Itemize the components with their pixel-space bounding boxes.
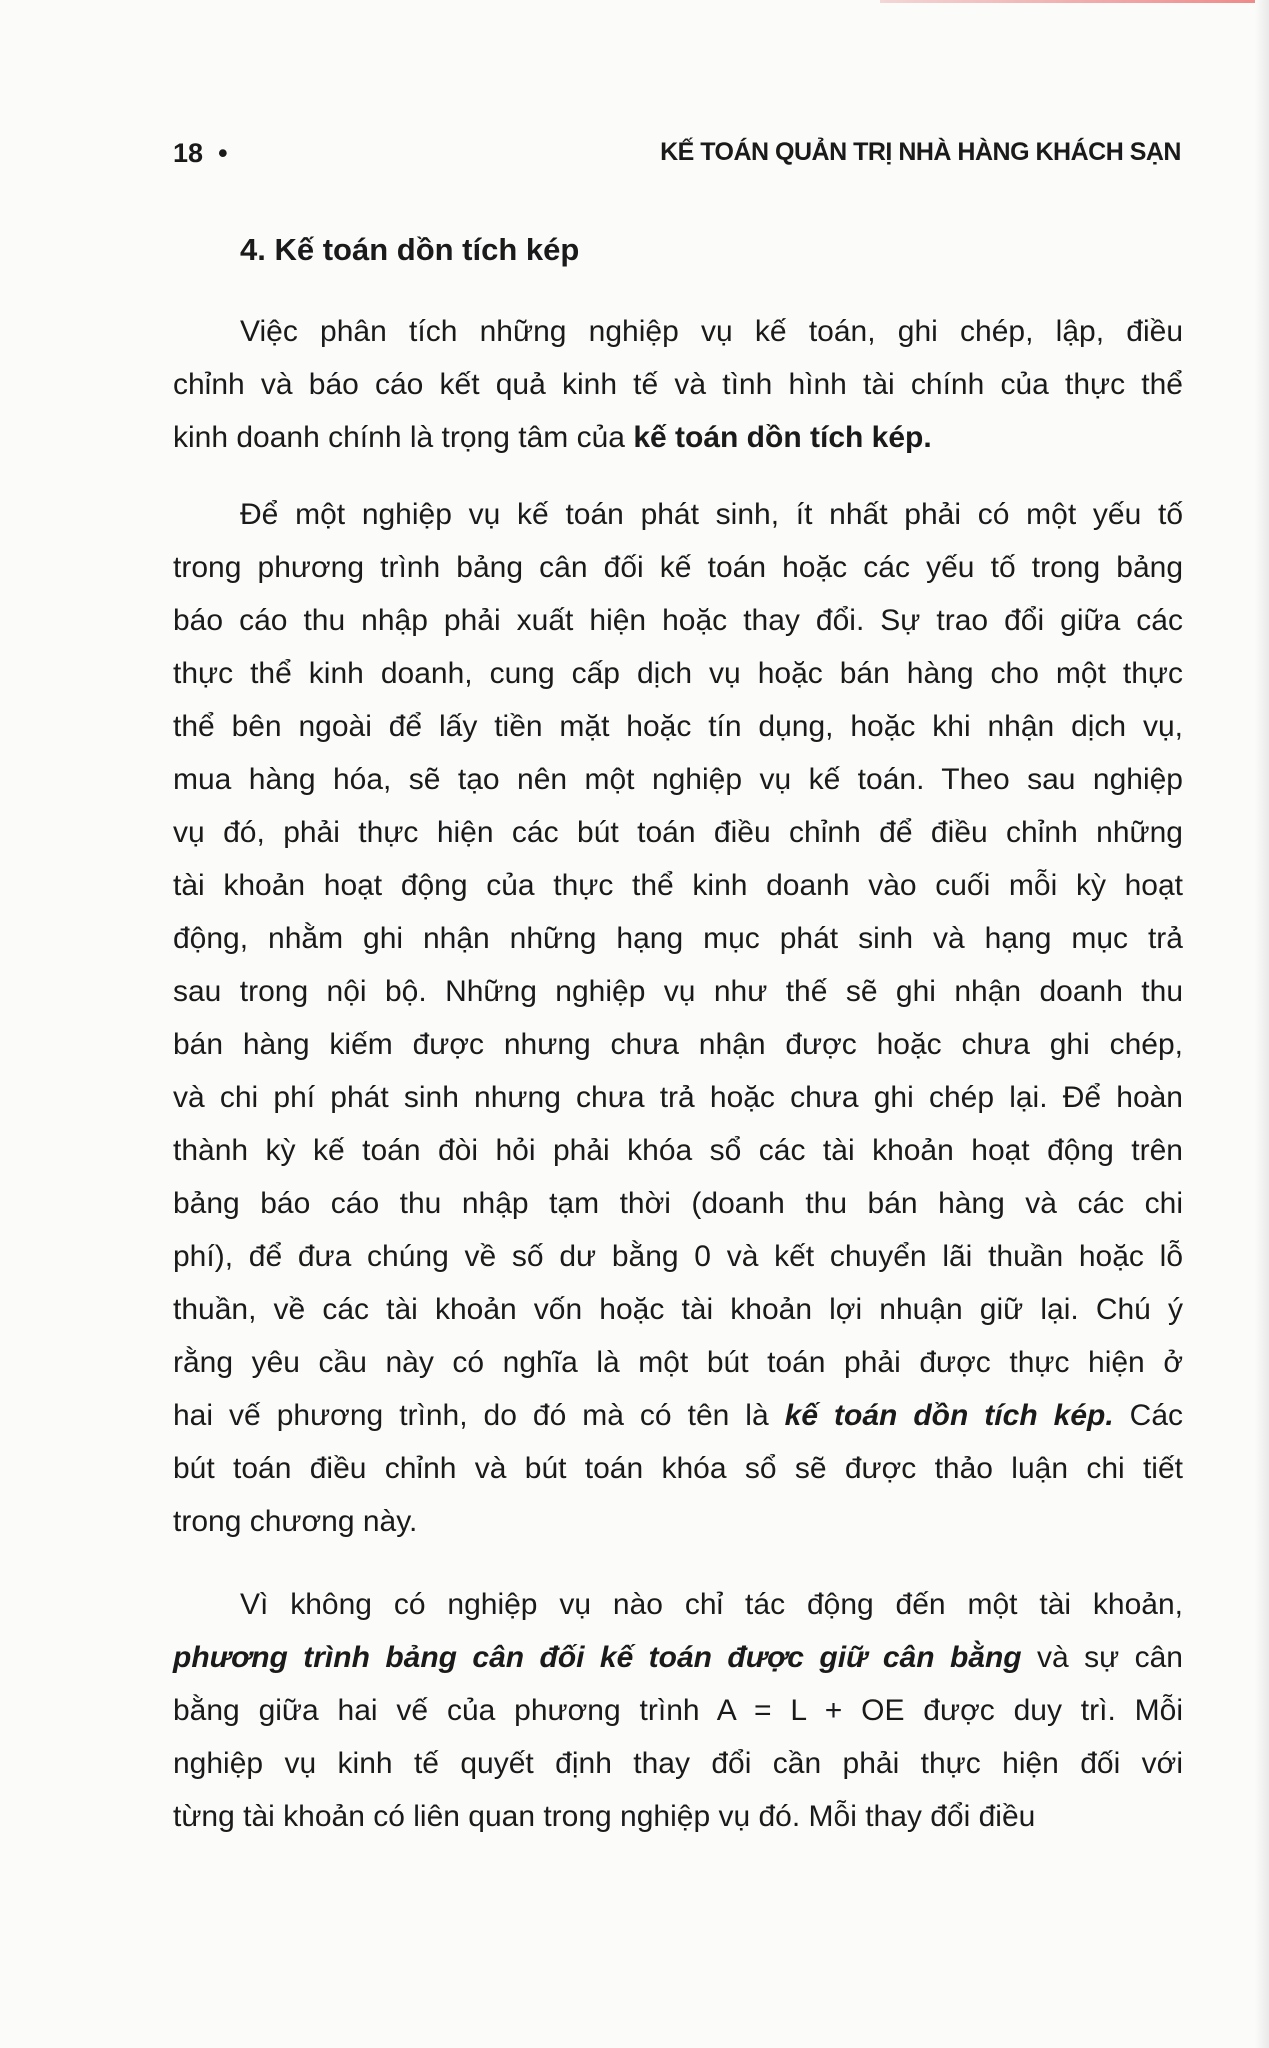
text-run: bằng giữa hai vế của phương trình A = L + OE được duy trì. Mỗi: [173, 1694, 1183, 1727]
text-run: Việc phân tích những nghiệp vụ kế toán, ghi chép, lập, điều: [240, 315, 1183, 348]
text-line: [173, 1283, 1183, 1336]
text-run: nghiệp vụ kinh tế quyết định thay đổi cần phải thực hiện đối với: [173, 1747, 1183, 1780]
text-line: [173, 411, 1183, 464]
text-run: vụ đó, phải thực hiện các bút toán điều chỉnh để điều chỉnh những: [173, 816, 1183, 849]
text-run: Vì không có nghiệp vụ nào chỉ tác động đến một tài khoản,: [240, 1588, 1183, 1621]
bullet: •: [218, 138, 228, 168]
text-run: trong phương trình bảng cân đối kế toán hoặc các yếu tố trong bảng: [173, 551, 1183, 584]
text-line: [173, 1578, 1183, 1631]
page-number: [173, 138, 228, 169]
text-run: trong chương này.: [173, 1505, 418, 1538]
text-line: [173, 1442, 1183, 1495]
text-run: bán hàng kiếm được nhưng chưa nhận được hoặc chưa ghi chép,: [173, 1028, 1183, 1061]
text-run: Các: [1113, 1399, 1184, 1432]
section-heading: 4. Kế toán dồn tích kép: [240, 232, 580, 267]
text-run: bút toán điều chỉnh và bút toán khóa sổ sẽ được thảo luận chi tiết: [173, 1452, 1183, 1485]
text-line: [173, 541, 1183, 594]
text-line: [173, 1230, 1183, 1283]
text-run: rằng yêu cầu này có nghĩa là một bút toán phải được thực hiện ở: [173, 1346, 1183, 1379]
text-line: [173, 594, 1183, 647]
text-line: [173, 1495, 1183, 1548]
page-edge-shadow: [1255, 0, 1269, 2048]
text-line: [173, 700, 1183, 753]
emphasized-text: kế toán dồn tích kép.: [784, 1399, 1114, 1432]
text-line: [173, 806, 1183, 859]
emphasized-text: phương trình bảng cân đối kế toán được giữ cân bằng: [173, 1641, 1022, 1674]
text-line: [173, 965, 1183, 1018]
text-line: [173, 1071, 1183, 1124]
text-line: [173, 488, 1183, 541]
text-run: bảng báo cáo thu nhập tạm thời (doanh thu bán hàng và các chi: [173, 1187, 1183, 1220]
emphasized-text: kế toán dồn tích kép.: [633, 421, 932, 454]
text-run: và sự cân: [1021, 1641, 1183, 1674]
text-run: kinh doanh chính là trọng tâm của: [173, 421, 634, 454]
paragraph-2: [173, 488, 1183, 1548]
paragraph-1: [173, 305, 1183, 464]
text-line: [173, 912, 1183, 965]
text-line: [173, 1631, 1183, 1684]
scan-edge-line: [880, 0, 1269, 3]
text-line: [173, 859, 1183, 912]
text-run: thực thể kinh doanh, cung cấp dịch vụ hoặc bán hàng cho một thực: [173, 657, 1183, 690]
text-run: và chi phí phát sinh nhưng chưa trả hoặc chưa ghi chép lại. Để hoàn: [173, 1081, 1183, 1114]
text-run: thuần, về các tài khoản vốn hoặc tài khoản lợi nhuận giữ lại. Chú ý: [173, 1293, 1183, 1326]
text-line: [173, 1336, 1183, 1389]
text-run: hai vế phương trình, do đó mà có tên là: [173, 1399, 785, 1432]
text-line: [173, 1018, 1183, 1071]
text-line: [173, 1177, 1183, 1230]
text-run: chỉnh và báo cáo kết quả kinh tế và tình hình tài chính của thực thể: [173, 368, 1183, 401]
text-run: báo cáo thu nhập phải xuất hiện hoặc thay đổi. Sự trao đổi giữa các: [173, 604, 1183, 637]
text-line: [173, 753, 1183, 806]
paragraph-3: [173, 1578, 1183, 1843]
running-title: KẾ TOÁN QUẢN TRỊ NHÀ HÀNG KHÁCH SẠN: [660, 138, 1181, 166]
page-number-text: 18: [173, 138, 204, 168]
text-run: Để một nghiệp vụ kế toán phát sinh, ít nhất phải có một yếu tố: [240, 498, 1183, 531]
text-line: [173, 1790, 1183, 1843]
text-run: thể bên ngoài để lấy tiền mặt hoặc tín dụng, hoặc khi nhận dịch vụ,: [173, 710, 1183, 743]
text-run: mua hàng hóa, sẽ tạo nên một nghiệp vụ kế toán. Theo sau nghiệp: [173, 763, 1183, 796]
text-line: [173, 647, 1183, 700]
text-run: từng tài khoản có liên quan trong nghiệp vụ đó. Mỗi thay đổi điều: [173, 1800, 1036, 1833]
text-run: động, nhằm ghi nhận những hạng mục phát sinh và hạng mục trả: [173, 922, 1183, 955]
text-line: [173, 305, 1183, 358]
text-line: [173, 1737, 1183, 1790]
text-line: [173, 358, 1183, 411]
text-line: [173, 1124, 1183, 1177]
text-run: sau trong nội bộ. Những nghiệp vụ như thế sẽ ghi nhận doanh thu: [173, 975, 1183, 1008]
text-run: phí), để đưa chúng về số dư bằng 0 và kết chuyển lãi thuần hoặc lỗ: [173, 1240, 1183, 1273]
text-run: tài khoản hoạt động của thực thể kinh doanh vào cuối mỗi kỳ hoạt: [173, 869, 1183, 902]
text-line: [173, 1389, 1183, 1442]
text-run: thành kỳ kế toán đòi hỏi phải khóa sổ các tài khoản hoạt động trên: [173, 1134, 1183, 1167]
text-line: [173, 1684, 1183, 1737]
